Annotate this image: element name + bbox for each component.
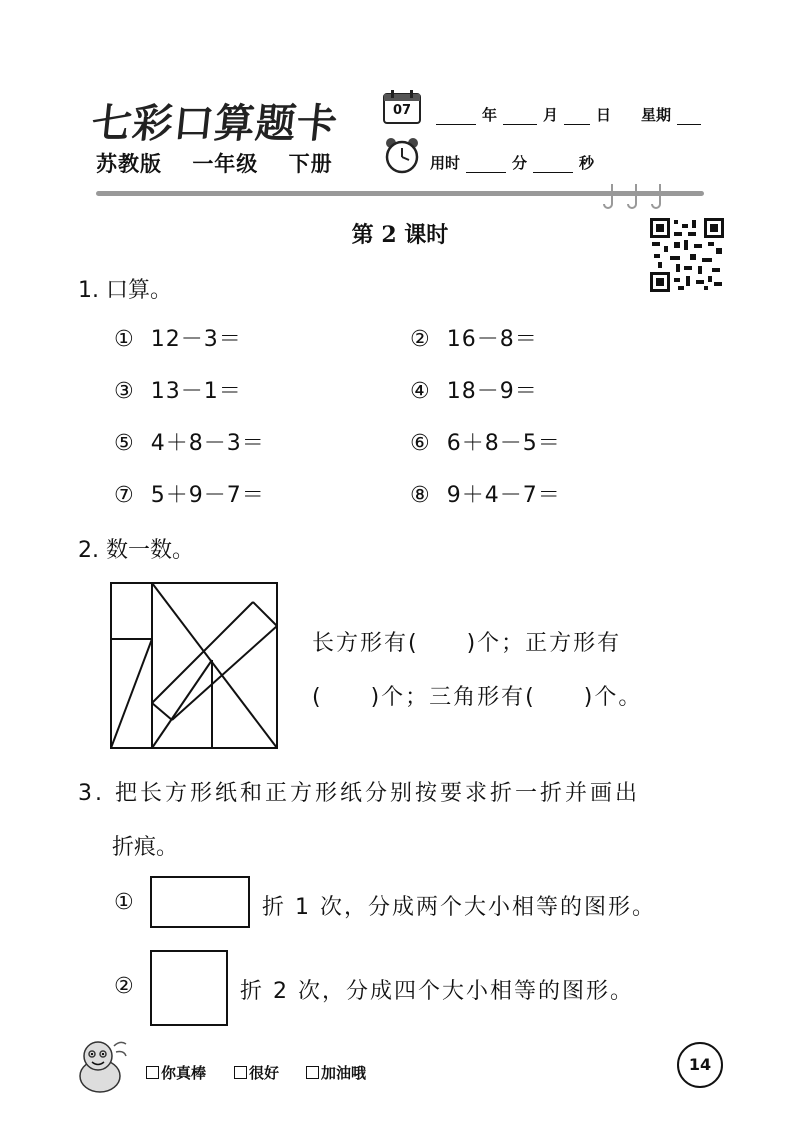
rectangle-paper[interactable] <box>150 876 250 928</box>
minute-label: 分 <box>512 154 528 172</box>
square-paper[interactable] <box>150 950 228 1026</box>
time-used-label: 用时 <box>430 154 461 172</box>
item-number: ② <box>114 974 135 999</box>
fold-instruction-1: 折 1 次，分成两个大小相等的图形。 <box>262 895 656 920</box>
alarm-clock-icon <box>383 136 421 174</box>
shape-count-figure <box>110 582 278 750</box>
fold-instruction-2: 折 2 次，分成四个大小相等的图形。 <box>240 979 634 1004</box>
rating-label: 很好 <box>249 1064 280 1082</box>
calendar-day: 07 <box>392 103 412 118</box>
edition-publisher: 苏教版 <box>96 152 162 176</box>
question-2-line-1: 长方形有( )个；正方形有 <box>312 631 622 656</box>
rating-option[interactable] <box>234 1062 279 1083</box>
question-2-title: 2. 数一数。 <box>78 538 194 563</box>
calc-item <box>114 322 242 353</box>
year-label: 年 <box>482 106 498 124</box>
item-number: ① <box>114 327 135 352</box>
calc-item <box>114 374 242 405</box>
divider-hooks <box>600 180 670 212</box>
item-number: ⑥ <box>410 431 431 456</box>
page-number: 14 <box>677 1042 723 1088</box>
day-label: 日 <box>596 106 612 124</box>
calc-item <box>410 322 538 353</box>
rating-label: 加油哦 <box>321 1064 367 1082</box>
item-number: ① <box>114 890 135 915</box>
calc-item <box>410 426 561 457</box>
qr-code[interactable] <box>650 218 724 292</box>
brand-title: 七彩口算题卡 <box>89 100 341 147</box>
item-number: ⑧ <box>410 483 431 508</box>
question-3-title: 3. 把长方形纸和正方形纸分别按要求折一折并画出 <box>78 781 640 806</box>
checkbox[interactable] <box>234 1066 247 1079</box>
edition-label <box>96 148 355 178</box>
item-number: ③ <box>114 379 135 404</box>
date-fields <box>430 104 707 125</box>
item-expression: 6＋8－5＝ <box>446 431 561 456</box>
item-expression: 4＋8－3＝ <box>150 431 265 456</box>
item-expression: 5＋9－7＝ <box>150 483 265 508</box>
checkbox[interactable] <box>146 1066 159 1079</box>
question-2-line-2: ( )个；三角形有( )个。 <box>312 685 643 710</box>
second-label: 秒 <box>579 154 595 172</box>
question-1-title: 1. 口算。 <box>78 278 172 303</box>
rating-option[interactable] <box>306 1062 366 1083</box>
lesson-title: 第 2 课时 <box>351 222 449 248</box>
item-number: ⑤ <box>114 431 135 456</box>
calc-item <box>410 478 561 509</box>
rating-label: 你真棒 <box>161 1064 207 1082</box>
rating-option[interactable] <box>146 1062 206 1083</box>
item-expression: 9＋4－7＝ <box>446 483 561 508</box>
item-expression: 18－9＝ <box>446 379 538 404</box>
item-expression: 16－8＝ <box>446 327 538 352</box>
item-number: ⑦ <box>114 483 135 508</box>
question-3-title-cont: 折痕。 <box>112 835 179 860</box>
checkbox[interactable] <box>306 1066 319 1079</box>
weekday-label: 星期 <box>641 106 672 124</box>
item-expression: 13－1＝ <box>150 379 242 404</box>
item-number: ② <box>410 327 431 352</box>
calc-item <box>410 374 538 405</box>
mascot-icon <box>70 1032 134 1096</box>
edition-grade: 一年级 <box>192 152 259 176</box>
time-fields <box>430 152 594 173</box>
month-label: 月 <box>543 106 559 124</box>
item-expression: 12－3＝ <box>150 327 242 352</box>
calc-item <box>114 426 265 457</box>
item-number: ④ <box>410 379 431 404</box>
calc-item <box>114 478 265 509</box>
edition-volume: 下册 <box>288 152 333 176</box>
